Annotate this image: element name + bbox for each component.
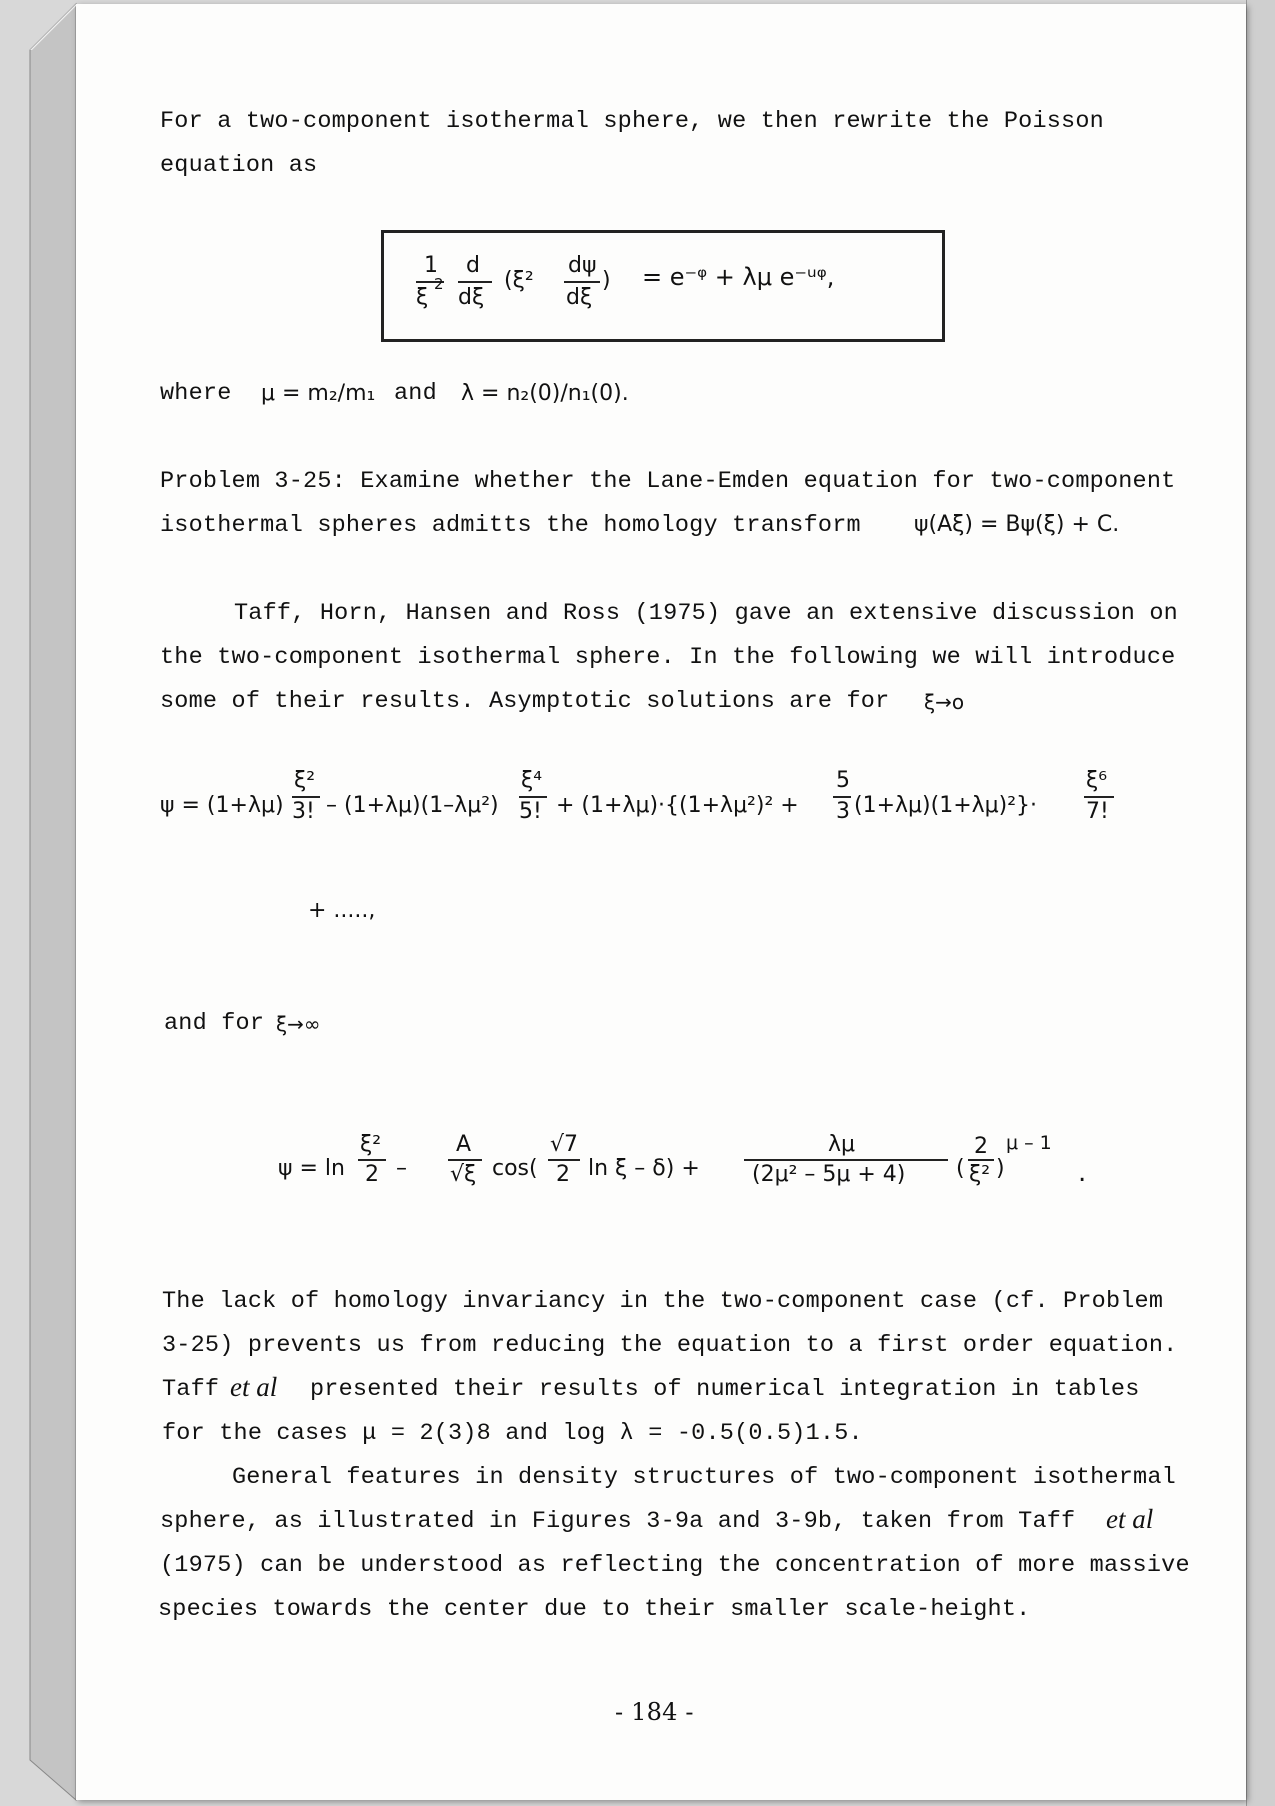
frac1-num: 1 <box>424 253 438 278</box>
frac1-den: ξ <box>416 285 429 310</box>
homology-line-3c: presented their results of numerical integration in tables <box>310 1376 1140 1403</box>
series-continuation: + ....., <box>308 898 376 923</box>
features-line-2a: sphere, as illustrated in Figures 3-9a and 3-9b, taken from Taff <box>160 1508 1076 1535</box>
asym-f5-den: ξ² <box>969 1162 991 1187</box>
mu-definition: μ = m₂/m₁ <box>261 381 376 406</box>
asym-cos: cos( <box>492 1156 538 1181</box>
taff-line-2: the two-component isothermal sphere. In the following we will introduce <box>160 644 1176 671</box>
homology-line-4: for the cases μ = 2(3)8 and log λ = -0.5(0.5)1.5. <box>162 1420 863 1447</box>
and-label: and <box>394 380 437 407</box>
series-f1-bar <box>292 796 320 798</box>
features-line-4: species towards the center due to their smaller scale-height. <box>158 1596 1031 1623</box>
close-paren: ) <box>602 268 611 293</box>
homology-transform: ψ(Aξ) = Bψ(ξ) + C. <box>914 512 1120 537</box>
asym-term-3: ln ξ – δ) + <box>588 1156 700 1181</box>
frac2-den: dξ <box>458 285 485 310</box>
frac3-bar <box>564 281 600 283</box>
features-line-3: (1975) can be understood as reflecting the concentration of more massive <box>160 1552 1190 1579</box>
asym-f5-num: 2 <box>974 1134 988 1159</box>
series-f4-bar <box>1084 796 1114 798</box>
problem-line-2: isothermal spheres admitts the homology transform <box>160 512 861 539</box>
asym-open-paren: ( <box>956 1156 965 1181</box>
and-for-label: and for <box>164 1010 265 1037</box>
asym-f1-den: 2 <box>365 1162 379 1187</box>
asym-f4-bar <box>744 1159 948 1161</box>
asym-close-paren: ) <box>996 1156 1005 1181</box>
series-f4-num: ξ⁶ <box>1086 768 1108 793</box>
series-f2-den: 5! <box>519 799 542 824</box>
boxed-poisson-equation <box>381 230 945 342</box>
asym-f2-num: A <box>456 1132 472 1157</box>
frac1-den-sup: 2 <box>434 275 444 293</box>
series-f2-num: ξ⁴ <box>521 768 543 793</box>
taff-line-1: Taff, Horn, Hansen and Ross (1975) gave an extensive discussion on <box>234 600 1178 627</box>
asym-f3-den: 2 <box>556 1162 570 1187</box>
document-page <box>76 4 1246 1800</box>
boxed-rhs: = e⁻ᵠ + λμ e⁻ᵘᵠ, <box>642 263 835 291</box>
right-page-edge <box>1246 0 1275 1806</box>
xi-to-infinity: ξ→∞ <box>276 1012 321 1036</box>
frac2-num: d <box>466 253 480 278</box>
series-f4-den: 7! <box>1086 799 1109 824</box>
taff-line-3: some of their results. Asymptotic solutions are for <box>160 688 890 715</box>
page-number: - 184 - <box>615 1698 694 1726</box>
homology-line-1: The lack of homology invariancy in the two-component case (cf. Problem <box>162 1288 1164 1315</box>
series-term-4: (1+λμ)(1+λμ)²}· <box>854 793 1038 818</box>
asym-minus: – <box>396 1156 407 1181</box>
intro-line-1: For a two-component isothermal sphere, we then rewrite the Poisson <box>160 108 1104 135</box>
xi-squared-term: (ξ² <box>504 268 534 293</box>
asym-lhs: ψ = ln <box>278 1156 345 1181</box>
series-f3-den: 3 <box>836 799 850 824</box>
homology-line-2: 3-25) prevents us from reducing the equation to a first order equation. <box>162 1332 1178 1359</box>
series-f1-den: 3! <box>292 799 315 824</box>
asym-f2-den: √ξ <box>450 1162 477 1187</box>
lambda-definition: λ = n₂(0)/n₁(0). <box>461 381 629 406</box>
intro-line-2: equation as <box>160 152 318 179</box>
asym-f2-bar <box>448 1159 482 1161</box>
et-al-2: et al <box>1106 1504 1154 1534</box>
asym-f3-num: √7 <box>550 1132 579 1157</box>
asym-exponent: μ – 1 <box>1006 1132 1052 1154</box>
et-al-1: et al <box>230 1372 278 1402</box>
asym-f3-bar <box>548 1159 580 1161</box>
series-f3-num: 5 <box>836 768 850 793</box>
series-f2-bar <box>519 796 547 798</box>
asym-f1-num: ξ² <box>360 1132 382 1157</box>
features-line-1: General features in density structures of two-component isothermal <box>232 1464 1176 1491</box>
asym-f4-den: (2μ² – 5μ + 4) <box>752 1162 906 1187</box>
xi-to-zero: ξ→o <box>924 690 965 714</box>
asym-f5-bar <box>968 1159 994 1161</box>
homology-line-3a: Taff <box>162 1376 220 1403</box>
frac2-bar <box>458 281 492 283</box>
series-f3-bar <box>833 796 851 798</box>
asym-end-dot: . <box>1078 1158 1087 1188</box>
asym-f1-bar <box>358 1159 386 1161</box>
asym-f4-num: λμ <box>828 1132 856 1157</box>
series-f1-num: ξ² <box>294 768 316 793</box>
series-lhs: ψ = (1+λμ) <box>160 793 284 818</box>
problem-line-1: Problem 3-25: Examine whether the Lane-Emden equation for two-component <box>160 468 1176 495</box>
frac3-num: dψ <box>568 253 597 278</box>
frac3-den: dξ <box>566 285 593 310</box>
series-term-3: + (1+λμ)·{(1+λμ²)² + <box>556 793 799 818</box>
series-term-2: – (1+λμ)(1–λμ²) <box>326 793 499 818</box>
where-label: where <box>160 380 232 407</box>
